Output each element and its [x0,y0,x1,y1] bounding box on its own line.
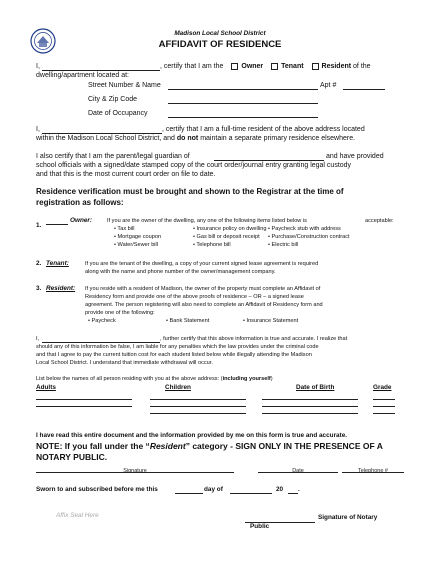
adult-line-2[interactable] [36,406,132,407]
item-purchase: • Purchase/Construction contract [268,234,350,240]
child-line-2[interactable] [150,406,246,407]
col-adults: Adults [36,384,56,391]
section3-number: 3. [36,285,42,292]
section3-line1: If you reside with a resident of Madison, the owner of the property must complete an Affidavit of [85,286,321,292]
item-insurance: • Insurance policy on dwelling [193,226,267,232]
section1-acceptable: acceptable: [365,218,394,224]
sworn-day-line[interactable] [175,493,203,494]
listing-intro: List below the names of all person residing with you at the above address: (including yourself) [36,376,273,382]
apt-line[interactable] [343,89,385,90]
para4-line4: Local School District. I understand that immediate withdrawal will occur. [36,360,213,366]
para4-line2: should any of this information be false, I am liable for any penalties which the law provides under the criminal code [36,344,319,350]
col-children: Children [165,384,191,391]
para2-i: I, [36,126,40,133]
affix-seal-label: Affix Seal Here [56,512,99,519]
item-mortgage: • Mortgage coupon [114,234,162,240]
para3-line3: and that this is the most current court order on file to date. [36,171,216,178]
declaration-note: NOTE: If you fall under the “Resident” category - SIGN ONLY IN THE PRESENCE OF A [36,441,383,451]
city-line[interactable] [168,103,318,104]
city-label: City & Zip Code [88,96,138,103]
col-grade: Grade [373,384,392,391]
district-name: Madison Local School District [174,30,266,37]
street-line[interactable] [168,89,318,90]
section3-label: Resident: [46,285,76,292]
grade-line-3[interactable] [373,413,395,414]
sworn-period: . [298,486,300,493]
para4-line3: and that I agree to pay the current tuition cost for each student listed below while illegally attending the Madison [36,352,312,358]
tenant-checkbox[interactable] [271,63,278,70]
section1-line[interactable] [46,224,68,225]
street-label: Street Number & Name [88,82,161,89]
item-tax: • Tax bill [114,226,135,232]
para4-i: I, [36,336,40,342]
para2-line1: , certify that I am a full-time resident of the above address located [162,126,365,133]
child-line-3[interactable] [150,413,246,414]
owner-checkbox[interactable] [231,63,238,70]
adult-line-1[interactable] [36,399,132,400]
certify-text: , certify that I am the Owner Tenant Resident of the [160,63,371,70]
section1-label: Owner: [70,217,93,224]
sworn-year: 20 [276,486,284,493]
item-paycheck-stub: • Paycheck stub with address [268,226,341,232]
apt-label: Apt # [320,82,337,89]
section3-line4: provide one of the following: [85,310,155,316]
declaration-line1: I have read this entire document and the information provided by me on this form is true and accurate. [36,432,348,439]
notary-signature-label: Signature of Notary [318,514,378,521]
child-line-1[interactable] [150,399,246,400]
section2-number: 2. [36,260,42,267]
verification-line2: registration as follows: [36,198,124,207]
resident-checkbox[interactable] [312,63,319,70]
telephone-caption: Telephone # [358,468,388,474]
intro-i: I, [36,63,40,70]
item-electric: • Electric bill [268,242,299,248]
para2-line2: within the Madison Local School District, and do not maintain a separate primary residence elsewhere. [36,135,356,142]
dob-line-3[interactable] [262,413,358,414]
para3-line2: school officials with a signed/date stamped copy of the court order/journal entry granting legal custody [36,162,352,169]
para4-name-line[interactable] [42,342,160,343]
sworn-text: Sworn to and subscribed before me this [36,486,158,493]
section2-label: Tenant: [46,260,69,267]
sworn-day-of: day of [204,486,223,493]
s3-item-bank: • Bank Statement [166,318,210,324]
grade-line-1[interactable] [373,399,395,400]
item-gas: • Gas bill or deposit receipt [193,234,260,240]
section2-line2: along with the name and phone number of the owner/management company. [85,269,276,275]
dob-line-2[interactable] [262,406,358,407]
para4-line1: , further certify that this above information is true and accurate. I realize that [160,336,348,342]
section3-line3: agreement. The person registering will also need to complete an Affidavit of Residency form and [85,302,323,308]
sworn-year-line[interactable] [288,493,298,494]
date-caption: Date [292,468,304,474]
section1-text: If you are the owner of the dwelling, any one of the following items listed below is [107,218,307,224]
page-title: AFFIDAVIT OF RESIDENCE [158,39,282,50]
section3-line2: Residency form and provide one of the above proofs of residence – OR – a signed lease [85,294,304,300]
para3-line1a: I also certify that I am the parent/legal guardian of [36,153,190,160]
grade-line-2[interactable] [373,406,395,407]
verification-line1: Residence verification must be brought and shown to the Registrar at the time of [36,187,344,196]
dwelling-line: dwelling/apartment located at: [36,72,129,79]
item-telephone: • Telephone bill [193,242,231,248]
declaration-note-notary: NOTARY PUBLIC. [36,452,108,462]
date-label: Date of Occupancy [88,110,148,117]
dob-line-1[interactable] [262,399,358,400]
section1-number: 1. [36,222,42,229]
col-dob: Date of Birth [296,384,335,391]
item-water: • Water/Sewer bill [114,242,159,248]
sworn-month-line[interactable] [230,493,272,494]
s3-item-insurance: • Insurance Statement [243,318,299,324]
para3-line1b: and have provided [326,153,384,160]
notary-public-label: Public [250,523,270,530]
signature-caption: Signature [123,468,147,474]
section2-line1: If you are the tenant of the dwelling, a copy of your current signed lease agreement is required [85,261,319,267]
s3-item-paycheck: • Paycheck [88,318,116,324]
date-line[interactable] [168,117,318,118]
